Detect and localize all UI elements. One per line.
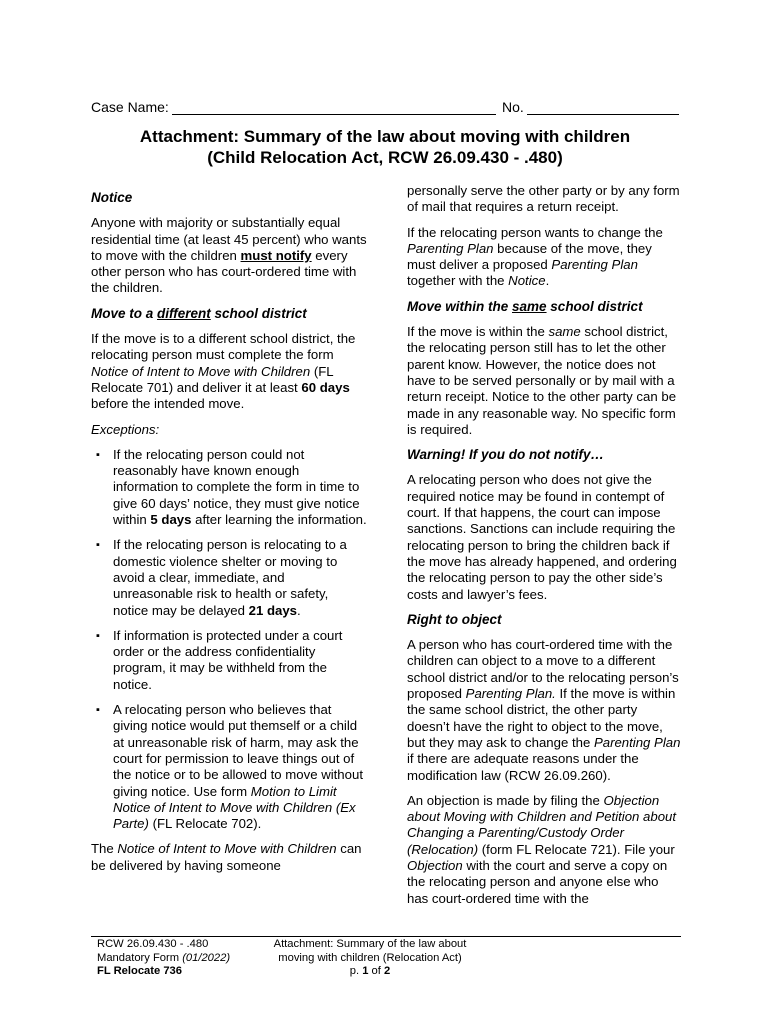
right-to-object-heading: Right to object bbox=[407, 611, 502, 627]
footer-divider bbox=[91, 935, 681, 937]
different-district-heading: Move to a different school district bbox=[91, 305, 307, 321]
case-number-line bbox=[527, 113, 679, 115]
parenting-plan-paragraph: If the relocating person wants to change the Parenting Plan because of the move, they must deliver a proposed Parenting Plan together with the Notice. bbox=[407, 224, 663, 289]
footer-form-id: FL Relocate 736 bbox=[97, 965, 182, 977]
title-line-2: (Child Relocation Act, RCW 26.09.430 - .480) bbox=[207, 148, 563, 167]
left-column bbox=[91, 190, 367, 883]
exceptions-label: Exceptions: bbox=[91, 421, 160, 437]
list-item: ▪ A relocating person who believes that giving notice would put themself or a child at unreasonable risk of harm, may ask the court for permission to leave things out of the notice or to be allowed to move without giving notice. Use form Motion to Limit Notice of Intent to Move with Children (Ex Parte) (FL Relocate 702). bbox=[113, 702, 367, 832]
list-item: ▪ If the relocating person could not reasonably have known enough information to complete the form in time to give 60 days’ notice, they must give notice within 5 days after learning the information. bbox=[113, 447, 367, 528]
warning-heading: Warning! If you do not notify… bbox=[407, 447, 604, 463]
same-district-heading: Move within the same school district bbox=[407, 298, 643, 314]
case-name-line bbox=[172, 113, 496, 115]
case-number-label: No. bbox=[502, 99, 524, 115]
page-number: p. 1 of 2 bbox=[349, 965, 391, 977]
exceptions-list bbox=[91, 447, 367, 833]
notice-heading: Notice bbox=[91, 190, 133, 205]
page-title bbox=[0, 126, 770, 168]
footer-left bbox=[97, 938, 230, 979]
right-column bbox=[407, 183, 683, 916]
different-district-paragraph: If the move is to a different school district, the relocating person must complete the form Notice of Intent to Move with Children (FL Relocate 701) and deliver it at least 60 days before the intended move. bbox=[91, 331, 356, 412]
objection-filing-paragraph: An objection is made by filing the Objection about Moving with Children and Petition about Changing a Parenting/Custody Order (Relocation) (form FL Relocate 721). File your Objection with the court and serve a copy on the relocating person and anyone else who has court-ordered time with the bbox=[407, 792, 677, 906]
title-line-1: Attachment: Summary of the law about moving with children bbox=[139, 127, 631, 146]
list-item: ▪ If the relocating person is relocating to a domestic violence shelter or moving to avoid a clear, immediate, and unreasonable risk to health or safety, notice may be delayed 21 days. bbox=[113, 537, 367, 618]
footer-title-2: moving with children (Relocation Act) bbox=[278, 951, 462, 964]
case-name-label: Case Name: bbox=[91, 99, 169, 115]
same-district-paragraph: If the move is within the same school district, the relocating person still has to let the other parent know. However, the notice does not have to be served personally or by mail with a return receipt. Notice to the other party can be made in any reasonable way. No specific form is required. bbox=[407, 324, 677, 437]
warning-paragraph: A relocating person who does not give the required notice may be found in contempt of court. If that happens, the court can impose sanctions. Sanctions can include requiring the relocating person to bring the children back if the move has already happened, and ordering the relocating person to pay the other side’s costs and lawyer’s fees. bbox=[407, 472, 677, 602]
footer-center bbox=[262, 938, 478, 979]
footer-rcw: RCW 26.09.430 - .480 bbox=[97, 938, 209, 950]
delivery-paragraph: The Notice of Intent to Move with Children can be delivered by having someone bbox=[91, 841, 362, 873]
continued-paragraph: personally serve the other party or by any form of mail that requires a return receipt. bbox=[407, 183, 680, 215]
footer-title-1: Attachment: Summary of the law about bbox=[273, 938, 467, 950]
footer-mandatory: Mandatory Form (01/2022) bbox=[97, 951, 231, 964]
list-item: ▪ If information is protected under a court order or the address confidentiality program, it may be withheld from the notice. bbox=[113, 628, 367, 693]
notice-paragraph: Anyone with majority or substantially equal residential time (at least 45 percent) who wants to move with the children must notify every other person who has court-ordered time with the children. bbox=[91, 215, 367, 296]
right-to-object-paragraph: A person who has court-ordered time with the children can object to a move to a different school district and/or to the relocating person’s proposed Parenting Plan. If the move is within the same school district, the other party doesn’t have the right to object to the move, but they may ask to change the Parenting Plan if there are adequate reasons under the modification law (RCW 26.09.260). bbox=[407, 637, 681, 783]
